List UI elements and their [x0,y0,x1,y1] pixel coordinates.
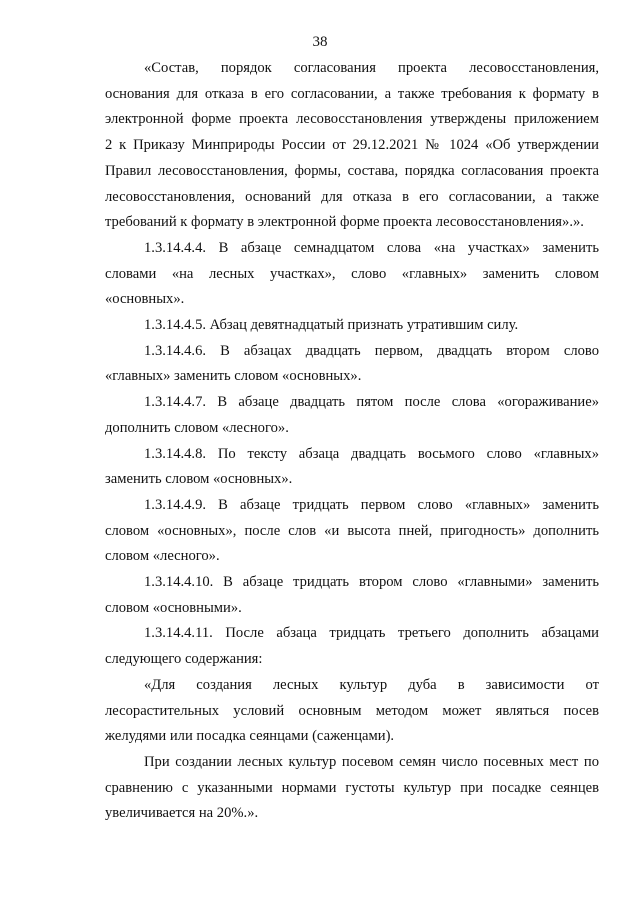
text-line: 1.3.14.4.10. В абзаце тридцать втором слово «главными» заменить [144,574,599,591]
text-line: словами «на лесных участках», слово «главных» заменить словом [105,265,599,282]
paragraph-11 [105,750,599,827]
text-line: 2 к Приказу Минприроды России от 29.12.2021 № 1024 «Об утверждении [105,137,599,154]
text-line: желудями или посадка сеянцами (саженцами). [105,728,395,745]
text-line: увеличивается на 20%.». [105,805,259,822]
text-line: лесовосстановления, оснований для отказа в его согласовании, а также [105,188,599,205]
text-line: 1.3.14.4.9. В абзаце тридцать первом слово «главных» заменить [144,496,599,513]
paragraph-2 [105,236,599,313]
text-line: основания для отказа в его согласовании, а также требования к формату в [105,85,599,102]
text-line: 1.3.14.4.8. По тексту абзаца двадцать восьмого слово «главных» [144,445,599,462]
paragraph-8 [105,570,599,621]
paragraph-1 [105,56,599,236]
paragraph-7 [105,493,599,570]
paragraph-3 [105,313,599,339]
text-line: словом «лесного». [105,548,220,565]
paragraph-10 [105,673,599,750]
text-line: следующего содержания: [105,651,263,668]
text-line: «главных» заменить словом «основных». [105,368,362,385]
paragraph-5 [105,390,599,441]
text-line: 1.3.14.4.6. В абзацах двадцать первом, двадцать втором слово [144,342,599,359]
paragraph-6 [105,442,599,493]
text-line: электронной форме проекта лесовосстановления утверждены приложением [105,111,599,128]
text-line: словом «основных», после слов «и высота пней, пригодность» дополнить [105,522,599,539]
text-line: лесорастительных условий основным методом может являться посев [105,702,599,719]
text-line: 1.3.14.4.11. После абзаца тридцать третьего дополнить абзацами [144,625,599,642]
text-line: 1.3.14.4.7. В абзаце двадцать пятом после слова «огораживание» [144,394,599,411]
text-line: «Состав, порядок согласования проекта лесовосстановления, [144,60,599,76]
paragraph-4 [105,339,599,390]
text-line: Правил лесовосстановления, формы, состава, порядка согласования проекта [105,162,599,179]
text-line: 1.3.14.4.5. Абзац девятнадцатый признать утратившим силу. [144,317,519,334]
document-body [105,56,599,827]
text-line: дополнить словом «лесного». [105,419,289,436]
text-line: сравнению с указанными нормами густоты культур при посадке сеянцев [105,779,599,796]
text-line: При создании лесных культур посевом семян число посевных мест по [144,753,599,770]
paragraph-9 [105,621,599,672]
text-line: требований к формату в электронной форме проекта лесовосстановления».». [105,214,584,231]
text-line: заменить словом «основных». [105,471,293,488]
text-line: «основных». [105,291,185,308]
text-line: словом «основными». [105,599,242,616]
text-line: 1.3.14.4.4. В абзаце семнадцатом слова «на участках» заменить [144,239,599,256]
page-number: 38 [312,34,328,50]
text-line: «Для создания лесных культур дуба в зависимости от [144,676,599,693]
